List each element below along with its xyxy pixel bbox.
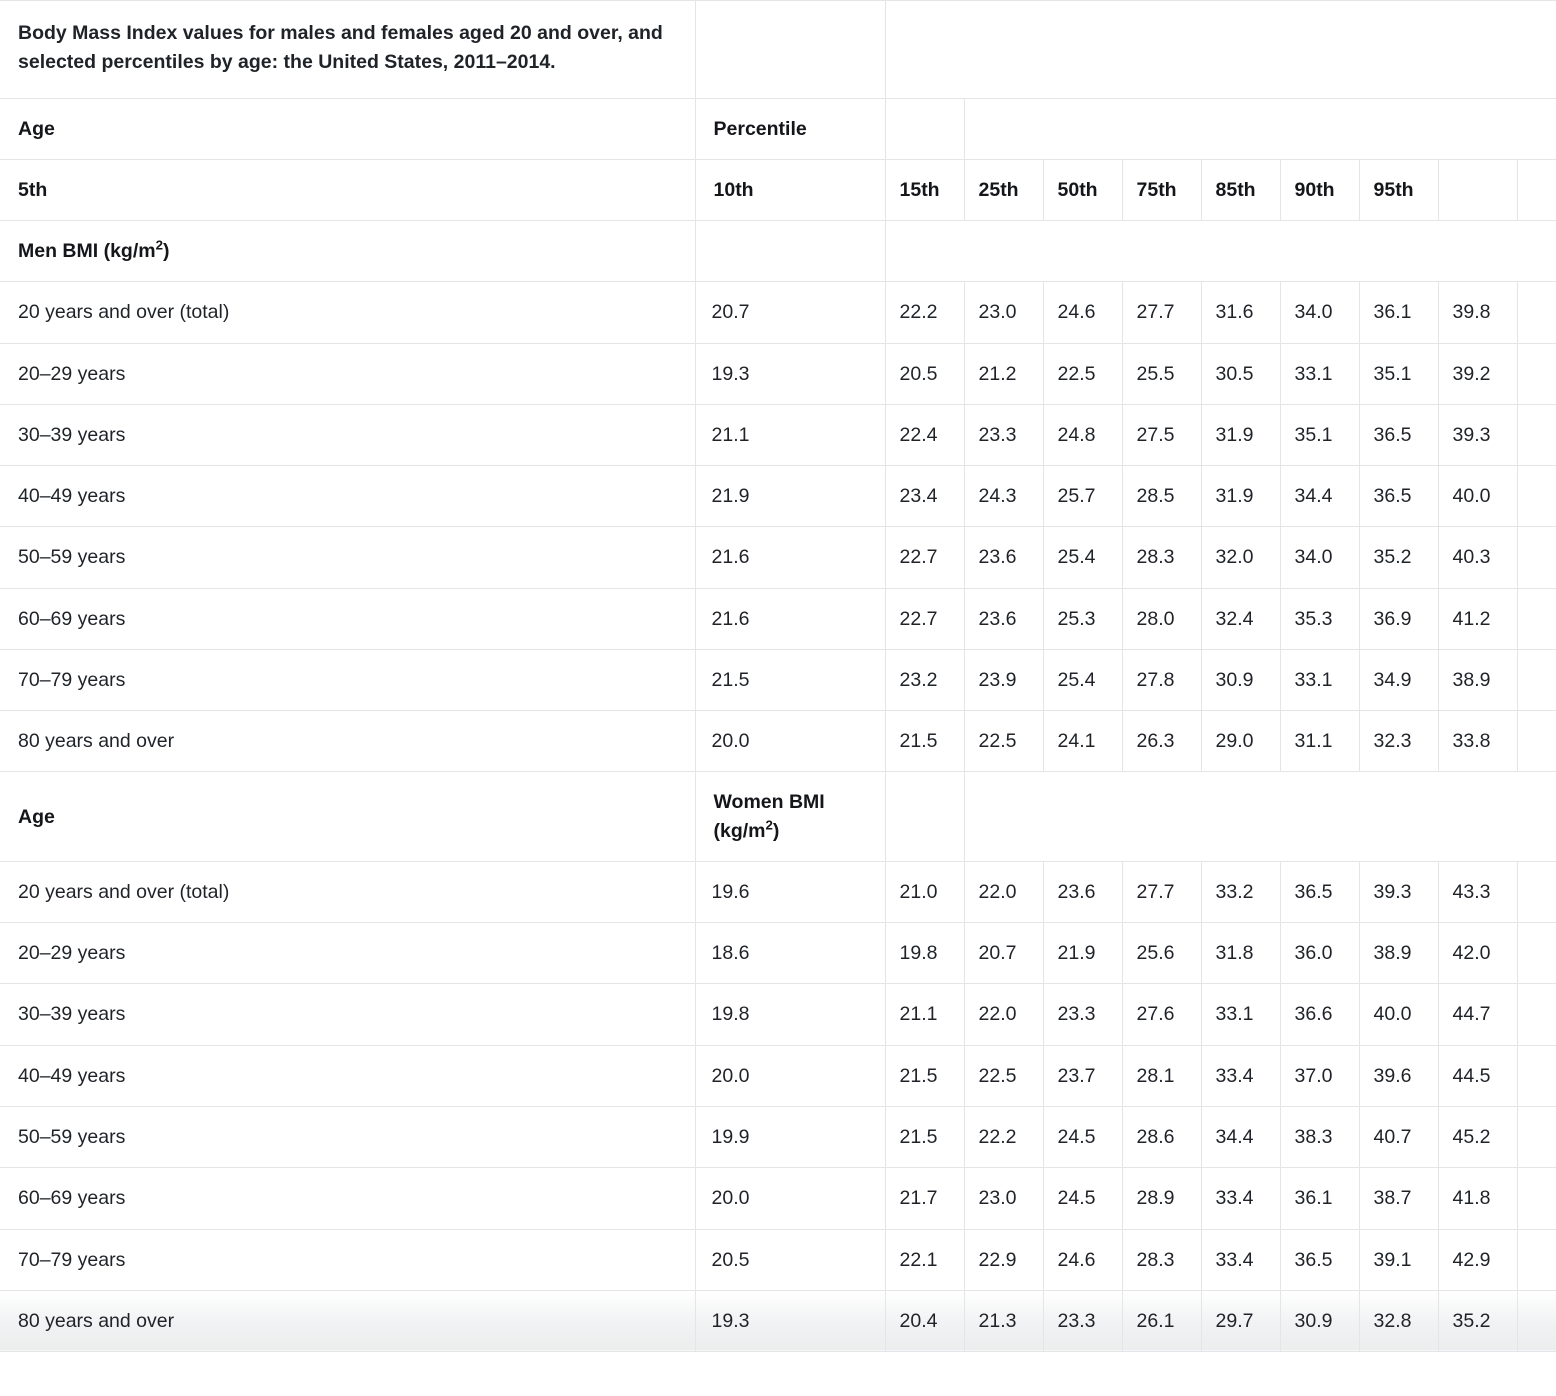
bmi-value-cell: 32.8 <box>1359 1290 1438 1351</box>
column-header-85th: 85th <box>1201 159 1280 220</box>
table-row <box>0 711 1556 772</box>
bmi-value-cell: 45.2 <box>1438 1107 1517 1168</box>
table-row <box>0 984 1556 1045</box>
bmi-value-cell: 39.3 <box>1438 404 1517 465</box>
bmi-value-cell: 31.9 <box>1201 404 1280 465</box>
bmi-value-cell: 24.5 <box>1043 1107 1122 1168</box>
bmi-value-cell: 43.3 <box>1438 861 1517 922</box>
row-age-label: 20–29 years <box>0 923 695 984</box>
row-blank-cell <box>1517 588 1556 649</box>
bmi-value-cell: 21.5 <box>885 1107 964 1168</box>
row-age-label: 70–79 years <box>0 649 695 710</box>
bmi-value-cell: 28.5 <box>1122 466 1201 527</box>
table-body <box>0 1 1556 282</box>
table-row <box>0 1168 1556 1229</box>
bmi-value-cell: 33.8 <box>1438 711 1517 772</box>
bmi-value-cell: 39.6 <box>1359 1045 1438 1106</box>
row-blank-cell <box>1517 984 1556 1045</box>
bmi-value-cell: 21.9 <box>695 466 885 527</box>
bmi-value-cell: 36.1 <box>1280 1168 1359 1229</box>
row-age-label: 20 years and over (total) <box>0 282 695 343</box>
column-header-10th: 10th <box>695 159 885 220</box>
bmi-value-cell: 33.1 <box>1201 984 1280 1045</box>
header-row-age-percentile-spacer <box>885 98 964 159</box>
bmi-value-cell: 23.6 <box>1043 861 1122 922</box>
bmi-value-cell: 34.4 <box>1201 1107 1280 1168</box>
bmi-value-cell: 20.7 <box>964 923 1043 984</box>
bmi-value-cell: 19.3 <box>695 343 885 404</box>
bmi-value-cell: 25.4 <box>1043 527 1122 588</box>
bmi-value-cell: 40.0 <box>1359 984 1438 1045</box>
row-blank-cell <box>1517 1168 1556 1229</box>
bmi-value-cell: 32.4 <box>1201 588 1280 649</box>
row-age-label: 40–49 years <box>0 1045 695 1106</box>
table-row <box>0 1290 1556 1351</box>
bmi-value-cell: 34.9 <box>1359 649 1438 710</box>
bmi-value-cell: 31.9 <box>1201 466 1280 527</box>
column-header-5th: 5th <box>0 159 695 220</box>
bmi-value-cell: 22.1 <box>885 1229 964 1290</box>
bmi-value-cell: 21.0 <box>885 861 964 922</box>
bmi-value-cell: 36.5 <box>1280 1229 1359 1290</box>
table-row <box>0 1229 1556 1290</box>
bmi-value-cell: 22.5 <box>1043 343 1122 404</box>
bmi-value-cell: 19.8 <box>885 923 964 984</box>
section-header-men-label <box>0 221 695 282</box>
table-row <box>0 923 1556 984</box>
bmi-value-cell: 39.1 <box>1359 1229 1438 1290</box>
table-row <box>0 1107 1556 1168</box>
bmi-value-cell: 22.4 <box>885 404 964 465</box>
table-row <box>0 282 1556 343</box>
bmi-value-cell: 20.0 <box>695 1045 885 1106</box>
bmi-value-cell: 27.7 <box>1122 282 1201 343</box>
bmi-value-cell: 33.1 <box>1280 343 1359 404</box>
bmi-value-cell: 21.7 <box>885 1168 964 1229</box>
bmi-value-cell: 27.7 <box>1122 861 1201 922</box>
bmi-value-cell: 34.0 <box>1280 527 1359 588</box>
bmi-value-cell: 19.8 <box>695 984 885 1045</box>
bmi-value-cell: 28.3 <box>1122 527 1201 588</box>
bmi-value-cell: 22.2 <box>964 1107 1043 1168</box>
bmi-value-cell: 32.3 <box>1359 711 1438 772</box>
table-row <box>0 466 1556 527</box>
row-age-label: 20–29 years <box>0 343 695 404</box>
bmi-value-cell: 40.3 <box>1438 527 1517 588</box>
bmi-value-cell: 27.8 <box>1122 649 1201 710</box>
bmi-value-cell: 38.7 <box>1359 1168 1438 1229</box>
column-header-25th: 25th <box>964 159 1043 220</box>
table-title-trailing-cell <box>885 1 1556 99</box>
table-row <box>0 527 1556 588</box>
bmi-value-cell: 23.7 <box>1043 1045 1122 1106</box>
bmi-value-cell: 39.2 <box>1438 343 1517 404</box>
row-age-label: 30–39 years <box>0 404 695 465</box>
bmi-value-cell: 23.2 <box>885 649 964 710</box>
bmi-value-cell: 25.7 <box>1043 466 1122 527</box>
row-age-label: 80 years and over <box>0 1290 695 1351</box>
bmi-value-cell: 20.0 <box>695 711 885 772</box>
row-blank-cell <box>1517 282 1556 343</box>
bmi-value-cell: 19.9 <box>695 1107 885 1168</box>
column-header-percentile: Percentile <box>695 98 885 159</box>
bmi-value-cell: 27.6 <box>1122 984 1201 1045</box>
men-label-prefix: Men BMI (kg/m <box>18 240 156 263</box>
column-header-50th: 50th <box>1043 159 1122 220</box>
row-blank-cell <box>1517 1229 1556 1290</box>
bmi-value-cell: 24.3 <box>964 466 1043 527</box>
bmi-value-cell: 23.3 <box>964 404 1043 465</box>
bmi-value-cell: 23.6 <box>964 588 1043 649</box>
bmi-value-cell: 23.3 <box>1043 1290 1122 1351</box>
bmi-value-cell: 35.1 <box>1280 404 1359 465</box>
column-header-75th: 75th <box>1122 159 1201 220</box>
table-row <box>0 1045 1556 1106</box>
women-label-superscript: 2 <box>765 817 773 833</box>
women-label-prefix: Women BMI (kg/m <box>713 791 825 842</box>
bmi-value-cell: 35.1 <box>1359 343 1438 404</box>
bmi-value-cell: 21.5 <box>885 711 964 772</box>
bmi-value-cell: 24.6 <box>1043 1229 1122 1290</box>
bmi-value-cell: 33.4 <box>1201 1229 1280 1290</box>
bmi-value-cell: 21.1 <box>885 984 964 1045</box>
column-header-age: Age <box>0 98 695 159</box>
bmi-value-cell: 25.4 <box>1043 649 1122 710</box>
row-blank-cell <box>1517 527 1556 588</box>
row-blank-cell <box>1517 711 1556 772</box>
bmi-value-cell: 34.4 <box>1280 466 1359 527</box>
bmi-value-cell: 21.2 <box>964 343 1043 404</box>
bmi-value-cell: 36.1 <box>1359 282 1438 343</box>
bmi-value-cell: 20.7 <box>695 282 885 343</box>
bmi-value-cell: 25.5 <box>1122 343 1201 404</box>
bmi-value-cell: 22.0 <box>964 984 1043 1045</box>
bmi-value-cell: 44.7 <box>1438 984 1517 1045</box>
bmi-value-cell: 20.4 <box>885 1290 964 1351</box>
bmi-value-cell: 21.1 <box>695 404 885 465</box>
bmi-value-cell: 27.5 <box>1122 404 1201 465</box>
bmi-value-cell: 35.2 <box>1438 1290 1517 1351</box>
bmi-value-cell: 19.3 <box>695 1290 885 1351</box>
bmi-value-cell: 28.1 <box>1122 1045 1201 1106</box>
section-header-women <box>0 772 1556 862</box>
bmi-value-cell: 40.7 <box>1359 1107 1438 1168</box>
bmi-value-cell: 21.9 <box>1043 923 1122 984</box>
table-row <box>0 861 1556 922</box>
bmi-value-cell: 36.5 <box>1359 466 1438 527</box>
bmi-value-cell: 29.7 <box>1201 1290 1280 1351</box>
bmi-value-cell: 21.6 <box>695 588 885 649</box>
row-blank-cell <box>1517 466 1556 527</box>
bmi-value-cell: 26.3 <box>1122 711 1201 772</box>
bmi-value-cell: 33.2 <box>1201 861 1280 922</box>
bmi-value-cell: 23.4 <box>885 466 964 527</box>
bmi-value-cell: 36.5 <box>1280 861 1359 922</box>
bmi-value-cell: 22.5 <box>964 1045 1043 1106</box>
row-blank-cell <box>1517 1045 1556 1106</box>
row-age-label: 70–79 years <box>0 1229 695 1290</box>
bmi-value-cell: 44.5 <box>1438 1045 1517 1106</box>
men-label-suffix: ) <box>162 240 170 263</box>
bmi-value-cell: 24.5 <box>1043 1168 1122 1229</box>
bmi-value-cell: 33.4 <box>1201 1045 1280 1106</box>
bmi-value-cell: 36.0 <box>1280 923 1359 984</box>
row-age-label: 50–59 years <box>0 1107 695 1168</box>
bmi-value-cell: 42.9 <box>1438 1229 1517 1290</box>
bmi-value-cell: 25.6 <box>1122 923 1201 984</box>
row-blank-cell <box>1517 1290 1556 1351</box>
bmi-value-cell: 24.6 <box>1043 282 1122 343</box>
bmi-value-cell: 32.0 <box>1201 527 1280 588</box>
bmi-value-cell: 30.5 <box>1201 343 1280 404</box>
women-label-suffix: ) <box>772 819 780 842</box>
column-header-95th: 95th <box>1359 159 1438 220</box>
bmi-value-cell: 41.8 <box>1438 1168 1517 1229</box>
bmi-value-cell: 38.9 <box>1359 923 1438 984</box>
bmi-value-cell: 20.5 <box>885 343 964 404</box>
table-title: Body Mass Index values for males and females aged 20 and over, and selected percentiles by age: the United States, 2011–2014. <box>0 1 695 99</box>
row-blank-cell <box>1517 649 1556 710</box>
row-age-label: 50–59 years <box>0 527 695 588</box>
bmi-value-cell: 34.0 <box>1280 282 1359 343</box>
section-header-women-label <box>695 772 885 862</box>
bmi-value-cell: 21.3 <box>964 1290 1043 1351</box>
header-row-age-percentile <box>0 98 1556 159</box>
men-label-superscript: 2 <box>155 237 163 253</box>
bmi-value-cell: 38.9 <box>1438 649 1517 710</box>
bmi-value-cell: 20.5 <box>695 1229 885 1290</box>
bmi-value-cell: 22.2 <box>885 282 964 343</box>
bmi-value-cell: 24.1 <box>1043 711 1122 772</box>
bmi-value-cell: 42.0 <box>1438 923 1517 984</box>
column-header-15th: 15th <box>885 159 964 220</box>
row-age-label: 20 years and over (total) <box>0 861 695 922</box>
bmi-value-cell: 21.5 <box>695 649 885 710</box>
bmi-value-cell: 26.1 <box>1122 1290 1201 1351</box>
row-age-label: 80 years and over <box>0 711 695 772</box>
bmi-value-cell: 33.4 <box>1201 1168 1280 1229</box>
bmi-value-cell: 31.6 <box>1201 282 1280 343</box>
bmi-value-cell: 31.8 <box>1201 923 1280 984</box>
row-blank-cell <box>1517 404 1556 465</box>
bmi-value-cell: 36.6 <box>1280 984 1359 1045</box>
bmi-value-cell: 38.3 <box>1280 1107 1359 1168</box>
bmi-value-cell: 28.3 <box>1122 1229 1201 1290</box>
section-header-men <box>0 221 1556 282</box>
women-data-rows <box>0 861 1556 1351</box>
bmi-value-cell: 30.9 <box>1280 1290 1359 1351</box>
bmi-value-cell: 37.0 <box>1280 1045 1359 1106</box>
bmi-value-cell: 36.5 <box>1359 404 1438 465</box>
column-header-90th: 90th <box>1280 159 1359 220</box>
bmi-value-cell: 19.6 <box>695 861 885 922</box>
bmi-value-cell: 28.9 <box>1122 1168 1201 1229</box>
bmi-value-cell: 22.0 <box>964 861 1043 922</box>
table-row <box>0 343 1556 404</box>
bmi-value-cell: 21.6 <box>695 527 885 588</box>
bmi-value-cell: 39.8 <box>1438 282 1517 343</box>
bmi-value-cell: 22.9 <box>964 1229 1043 1290</box>
bmi-value-cell: 30.9 <box>1201 649 1280 710</box>
bmi-value-cell: 23.0 <box>964 1168 1043 1229</box>
section-header-women-trailing-cell <box>964 772 1556 862</box>
row-blank-cell <box>1517 861 1556 922</box>
bmi-value-cell: 33.1 <box>1280 649 1359 710</box>
bmi-value-cell: 23.3 <box>1043 984 1122 1045</box>
table-row <box>0 404 1556 465</box>
section-header-men-spacer <box>695 221 885 282</box>
row-age-label: 40–49 years <box>0 466 695 527</box>
bmi-value-cell: 23.0 <box>964 282 1043 343</box>
table-title-row <box>0 1 1556 99</box>
table-row <box>0 588 1556 649</box>
row-age-label: 60–69 years <box>0 1168 695 1229</box>
row-age-label: 30–39 years <box>0 984 695 1045</box>
bmi-value-cell: 29.0 <box>1201 711 1280 772</box>
bmi-value-cell: 31.1 <box>1280 711 1359 772</box>
bmi-value-cell: 22.5 <box>964 711 1043 772</box>
bmi-value-cell: 39.3 <box>1359 861 1438 922</box>
bmi-value-cell: 18.6 <box>695 923 885 984</box>
bmi-value-cell: 36.9 <box>1359 588 1438 649</box>
bmi-value-cell: 20.0 <box>695 1168 885 1229</box>
bmi-value-cell: 28.0 <box>1122 588 1201 649</box>
row-age-label: 60–69 years <box>0 588 695 649</box>
men-data-rows <box>0 282 1556 772</box>
section-header-men-trailing-cell <box>885 221 1556 282</box>
bmi-value-cell: 24.8 <box>1043 404 1122 465</box>
bmi-value-cell: 22.7 <box>885 588 964 649</box>
bmi-value-cell: 23.9 <box>964 649 1043 710</box>
row-blank-cell <box>1517 343 1556 404</box>
section-header-women-age-label: Age <box>0 772 695 862</box>
bmi-value-cell: 41.2 <box>1438 588 1517 649</box>
header-row-percentiles <box>0 159 1556 220</box>
row-blank-cell <box>1517 1107 1556 1168</box>
bmi-value-cell: 23.6 <box>964 527 1043 588</box>
bmi-value-cell: 21.5 <box>885 1045 964 1106</box>
bmi-value-cell: 40.0 <box>1438 466 1517 527</box>
section-header-women-spacer <box>885 772 964 862</box>
table-row <box>0 649 1556 710</box>
row-blank-cell <box>1517 923 1556 984</box>
bmi-value-cell: 28.6 <box>1122 1107 1201 1168</box>
bmi-value-cell: 22.7 <box>885 527 964 588</box>
header-row-percentiles-trailing-cell <box>1517 159 1556 220</box>
table-title-spacer-cell <box>695 1 885 99</box>
bmi-value-cell: 35.3 <box>1280 588 1359 649</box>
column-header-blank <box>1438 159 1517 220</box>
bmi-value-cell: 25.3 <box>1043 588 1122 649</box>
bmi-value-cell: 35.2 <box>1359 527 1438 588</box>
header-row-age-percentile-trailing-cell <box>964 98 1556 159</box>
